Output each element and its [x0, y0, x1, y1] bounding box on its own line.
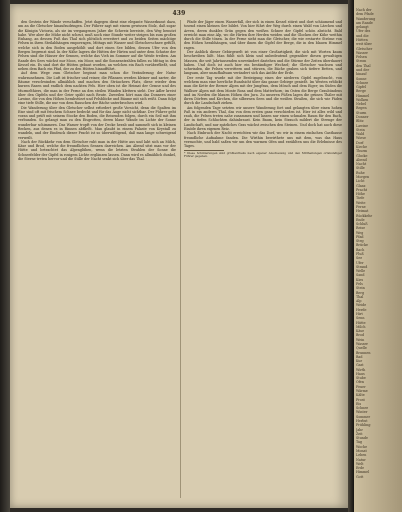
footnote: * Diese Schilderungen sind größtentheils nach eigener Anschauung und den Mittheilungen ortskundiger Führer gegeben.: [184, 151, 342, 159]
adjacent-page-line: Ofen: [356, 380, 364, 385]
adjacent-page-line: Natur: [356, 457, 366, 462]
adjacent-page-line: Regen: [356, 106, 367, 111]
adjacent-page-line: Senn: [356, 316, 365, 321]
text-column-left: [18, 20, 176, 500]
adjacent-page-line: Lawine: [356, 123, 369, 128]
adjacent-page-line: weit über: [356, 42, 372, 47]
adjacent-page-line: Welt: [356, 461, 364, 466]
adjacent-page-line: Kur: [356, 359, 363, 364]
adjacent-page-line: Milch: [356, 324, 366, 329]
adjacent-page-line: Monat: [356, 448, 367, 453]
adjacent-page-line: Gott: [356, 474, 364, 479]
adjacent-page-line: Nebel: [356, 102, 366, 107]
adjacent-page-line: gelangt: [356, 25, 369, 30]
paragraph: Der Anblick dieser Gebirgswelt ist von einer Großartigkeit, die sich mit Worten kaum beschreiben läßt. Man fühlt sich klein und unbedeutend gegenüber diesen gewaltigen Massen, die seit Jahrtausenden unverändert dastehen und die Stürme der Zeiten überdauert haben. Und doch ist auch hier ein beständiger Wechsel; die Gletscher wachsen und schwinden, die Felsen verwittern und stürzen, die Bäche graben sich tiefere Betten, und langsam, aber unaufhaltsam verändert sich das Antlitz der Erde.: [184, 49, 342, 76]
adjacent-page-line: Blitz: [356, 119, 364, 124]
paragraph: Nach Einbruch der Nacht erreichten wir das Dorf, wo wir in einem einfachen Gasthause freundliche Aufnahme fanden. Die Wirthin bewirthete uns mit dem, was das Haus vermochte, und bald saßen wir um den warmen Ofen und erzählten uns die Erlebnisse des Tages.: [184, 131, 342, 149]
adjacent-page-line: Gletscher: [356, 46, 373, 51]
adjacent-page-line: Käse: [356, 329, 365, 334]
adjacent-page-line: und die: [356, 33, 369, 38]
adjacent-page-line: Wirth: [356, 367, 366, 372]
adjacent-page-line: Licht: [356, 179, 365, 184]
adjacent-page-line: Tiefe: [356, 196, 365, 201]
adjacent-page-line: Steg: [356, 239, 364, 244]
adjacent-page-line: Fluß: [356, 252, 364, 257]
adjacent-page-line: Winter: [356, 410, 368, 415]
paragraph: Nach der Rückkehr von dem Gletscher ruht man in der Hütte aus und labt sich an Milch, Käse und Brod, welche die freundlichen Sennen darreichen. Am Abend sitzt man vor der Hütte und betrachtet das Alpenglühen, wenn die letzten Strahlen der Sonne die Schneefelder der Gipfel in rosigem Lichte erglänzen lassen. Dann wird es allmählich dunkel, die Sterne treten hervor und die Stille der Nacht senkt sich über das Thal.: [18, 139, 176, 161]
adjacent-page-edge: [354, 0, 402, 512]
adjacent-page-line: Schluß: [356, 222, 368, 227]
adjacent-page-line: den Thal: [356, 63, 371, 68]
adjacent-page-line: Welle: [356, 269, 366, 274]
adjacent-page-line: Wald: [356, 132, 365, 137]
adjacent-page-line: Zeit: [356, 431, 363, 436]
adjacent-page-line: Schnee: [356, 406, 369, 411]
adjacent-page-line: Stunde: [356, 436, 368, 441]
adjacent-page-line: Glocke: [356, 153, 368, 158]
adjacent-page-line: Weide: [356, 303, 367, 308]
adjacent-page-line: Hütten: [356, 37, 368, 42]
adjacent-page-line: Glanz: [356, 183, 366, 188]
adjacent-page-line: und der: [356, 67, 370, 72]
adjacent-page-line: Herbst: [356, 419, 368, 423]
adjacent-page-line: Stille: [356, 166, 365, 171]
adjacent-page-line: Bad: [356, 354, 363, 359]
adjacent-page-line: Höhe: [356, 192, 365, 197]
adjacent-page-line: Fels: [356, 282, 363, 286]
adjacent-page-line: Ferne: [356, 204, 366, 209]
adjacent-page-line: Woche: [356, 444, 368, 449]
paragraph: Pfade der Jäger einen Wasserfall, der sich in einen Kessel stürzt und dort schäumend und tosend einen kleinen See bildet. Von hier führt der Weg durch einen Wald von Lärchen und Arven, deren dunkles Grün gegen den weißen Schnee der Gipfel schön absticht. Bald erreicht man eine Alp, wo die Hirten ihre Herden weiden und die Glocken der Kühe weithin durch die Stille tönen. In der Ferne sieht man die Gletscher, die wie erstarrte Ströme von den Höhen herabhängen, und über ihnen die Gipfel der Berge, die in den blauen Himmel ragen.: [184, 20, 342, 50]
adjacent-page-text: [356, 8, 396, 479]
adjacent-page-line: Quelle: [356, 346, 367, 351]
paragraph: Die Wanderung über den Gletscher selbst erfordert große Vorsicht, denn die Spalten im Eise sind oft mit frischem Schnee bedeckt und für das Auge nicht sichtbar. Der Führer geht voran und prüft mit seinem Stocke den Boden, die Reisenden folgen, durch ein Seil mit ihm verbunden. So gelangt man zu den Eisgrotten, deren blaue Wände im Lichte der Sonne wunderbar schimmern. Das Wasser tropft von der Decke herab und sammelt sich in kleinen Becken, aus denen es in Rinnen abfließt. Man glaubt in einem Palaste von Krystall zu wandeln, und der Eindruck dieser Pracht ist so überwältigend, daß man lange schweigend verweilt.: [18, 105, 176, 140]
paragraph: Auf dem Wege zum Gletscher beginnt man schon die Veränderung der Natur wahrzunehmen. Die Luft ist frischer und reiner, die Pflanzen werden kleiner und zarter, die Bäume verschwinden allmählich und machen den Sträuchern Platz, diese wieder dem kurzen Rasen und endlich dem nackten Fels. Hier oben ist die Heimat der Gemse und des Murmelthiers, die man in der Ferne an den steilen Wänden klettern sieht. Der Adler kreist über den Gipfeln und der Geier späht nach Beute. Zuweilen hört man das Donnern einer Lawine, die von den Höhen herabstürzt und Felsblöcke und Bäume mit sich reißt. Dann folgt eine tiefe Stille, die nur von dem Rauschen der Bäche unterbrochen wird.: [18, 71, 176, 106]
adjacent-page-line: Feuer: [356, 384, 366, 389]
adjacent-page-line: Nach der: [356, 8, 372, 12]
adjacent-page-line: Weg: [356, 230, 364, 235]
adjacent-page-line: Leben: [356, 453, 367, 458]
adjacent-page-line: Jahr: [356, 427, 363, 432]
adjacent-page-line: Berg: [356, 290, 365, 295]
adjacent-page-line: Ufer des: [356, 29, 371, 34]
column-divider: [180, 20, 181, 498]
adjacent-page-line: Sonne: [356, 76, 367, 81]
adjacent-page-line: Sturm: [356, 110, 367, 115]
adjacent-page-line: Morgen: [356, 174, 370, 179]
adjacent-page-line: Kirche: [356, 145, 368, 149]
adjacent-page-line: dem Pfade: [356, 12, 374, 17]
adjacent-page-line: Himmel: [356, 470, 370, 475]
book-left-edge: [0, 0, 10, 512]
adjacent-page-line: Brücke: [356, 243, 368, 248]
adjacent-page-line: Gipfel: [356, 85, 367, 90]
adjacent-page-line: Abend: [356, 157, 367, 162]
adjacent-page-line: Donner: [356, 115, 369, 120]
adjacent-page-line: Pfad: [356, 234, 364, 239]
adjacent-page-line: Alp: [356, 299, 362, 304]
adjacent-page-line: Ufer: [356, 260, 364, 265]
adjacent-page-line: Tag: [356, 440, 363, 445]
adjacent-page-line: Wasser: [356, 50, 368, 55]
book-page: [10, 4, 348, 508]
adjacent-page-line: Kies: [356, 277, 364, 282]
adjacent-page-line: Brod: [356, 333, 365, 338]
adjacent-page-line: Gast: [356, 363, 364, 368]
adjacent-page-line: Frost: [356, 397, 365, 402]
adjacent-page-line: Wiese: [356, 136, 366, 141]
adjacent-page-line: Ende: [356, 217, 365, 222]
adjacent-page-line: Ruhe: [356, 170, 365, 175]
adjacent-page-line: Stube: [356, 376, 366, 381]
adjacent-page-line: Sand: [356, 273, 365, 278]
paragraph: Am folgenden Tage setzten wir unsere Wanderung fort und gelangten über einen hohen Paß in ein anderes Thal, das von dem ersten ganz verschieden ist. Hier ist alles wild und rauh, die Felsen treten nahe zusammen und lassen nur einen schmalen Raum für den Bach, der in tiefen Schluchten dahinbraust. Kein Baum, kein Strauch mildert die Strenge der Landschaft, und nur spärliches Gras wächst zwischen den Steinen. Und doch hat auch diese Einöde ihren eigenen Reiz.: [184, 105, 342, 132]
adjacent-page-line: Frühling: [356, 423, 371, 428]
adjacent-page-line: Wasser: [356, 341, 368, 346]
page-number: 439: [172, 10, 186, 17]
adjacent-page-line: Herde: [356, 307, 367, 312]
adjacent-page-line: Wärme: [356, 389, 368, 394]
adjacent-page-line: Thal: [356, 294, 364, 299]
adjacent-page-line: Heimat: [356, 209, 369, 214]
adjacent-page-line: Schnee: [356, 80, 369, 85]
text-column-right: [184, 20, 342, 500]
adjacent-page-line: Hütte: [356, 320, 366, 325]
adjacent-page-line: Strom: [356, 59, 367, 64]
adjacent-page-line: Wolken: [356, 97, 369, 102]
adjacent-page-line: Nacht: [356, 162, 367, 167]
adjacent-page-line: Brunnen: [356, 350, 371, 355]
adjacent-page-line: Felsen: [356, 55, 367, 60]
paragraph: den Gestein der Wände verschaffen. Jetzt dagegen dient eine elegante Wasserkunst dazu, um an die Gletscher hinaufzudringen. Der Führer sagt mit einem gewissen Stolz, daß sogar die Königin Victoria, als sie im vergangenen Jahre die Schweiz bereiste, den Weg benutzt habe. Wer aber die Mühe nicht scheut, muß noch eine Stunde weiter steigen bis zum großen Eishang, an dessen Fuß das Thal sich plötzlich erweitert und zu beiden Seiten mächtige Felsen in ihren Steilabhängen emporragen, Mittags mit Wasser und Gletscherschnee gefüllt, welche sich in den Boden ausgehöhlt und dort einen See bilden, dessen Ufer von den Bergen begrenzt sind. In der Nähe lagern die Hütten der Hirten und unter dem Schutze der Felsen sind die Häuser der Sennen, welche das Vieh im Sommer auf die Weide treiben. Am Rande des Sees wächst nur Moos, ein Moor, und die Sonnenstrahlen fallen zu Mittag in den Kessel ein. Es sind dort die Hütten gebaut worden, an welchen ein Bach vorüberfließt, und neben dem Bach ein Pfad, der zu den Hütten hinaufführt.: [18, 20, 176, 72]
paragraph: Der erste Tag wurde mit der Besteigung eines der niederen Gipfel zugebracht, von welchem man eine herrliche Rundsicht über das ganze Gebirge genießt. Im Westen erblickt man die Kette der Berner Alpen mit der Jungfrau, dem Mönch und dem Eiger; im Süden die Walliser Alpen mit dem Monte Rosa und dem Matterhorn; im Osten die Berge Graubündens und im Norden die blauen Höhen des Jura. Zu unseren Füßen lagen die grünen Thäler mit ihren Dörfern und Kirchen, die silbernen Seen und die weißen Straßen, die sich wie Fäden durch die Landschaft ziehen.: [184, 75, 342, 106]
adjacent-page-line: Dorf: [356, 140, 364, 145]
adjacent-page-line: Hirt: [356, 311, 363, 316]
adjacent-page-line: Stein: [356, 286, 365, 291]
adjacent-page-line: Weite: [356, 200, 366, 205]
adjacent-page-line: Thurm: [356, 149, 368, 154]
adjacent-page-line: Stein: [356, 127, 365, 132]
adjacent-page-line: Kälte: [356, 393, 365, 398]
adjacent-page-line: Wanderung: [356, 16, 376, 21]
adjacent-page-line: Rückkehr: [356, 213, 373, 218]
adjacent-page-line: Pracht: [356, 187, 368, 192]
adjacent-page-line: Strand: [356, 264, 368, 269]
adjacent-page-line: Eis: [356, 401, 362, 406]
adjacent-page-line: Bach: [356, 247, 365, 252]
adjacent-page-line: Berge: [356, 89, 367, 94]
adjacent-page-line: Haus: [356, 371, 365, 376]
adjacent-page-line: See: [356, 256, 363, 261]
adjacent-page-line: Himmel: [356, 93, 370, 98]
adjacent-page-line: Erde: [356, 466, 365, 471]
adjacent-page-line: hinauf: [356, 72, 367, 77]
adjacent-page-line: Wein: [356, 337, 365, 342]
adjacent-page-line: am Rande: [356, 20, 373, 25]
adjacent-page-line: Sommer: [356, 414, 371, 419]
adjacent-page-line: Reise: [356, 226, 366, 231]
